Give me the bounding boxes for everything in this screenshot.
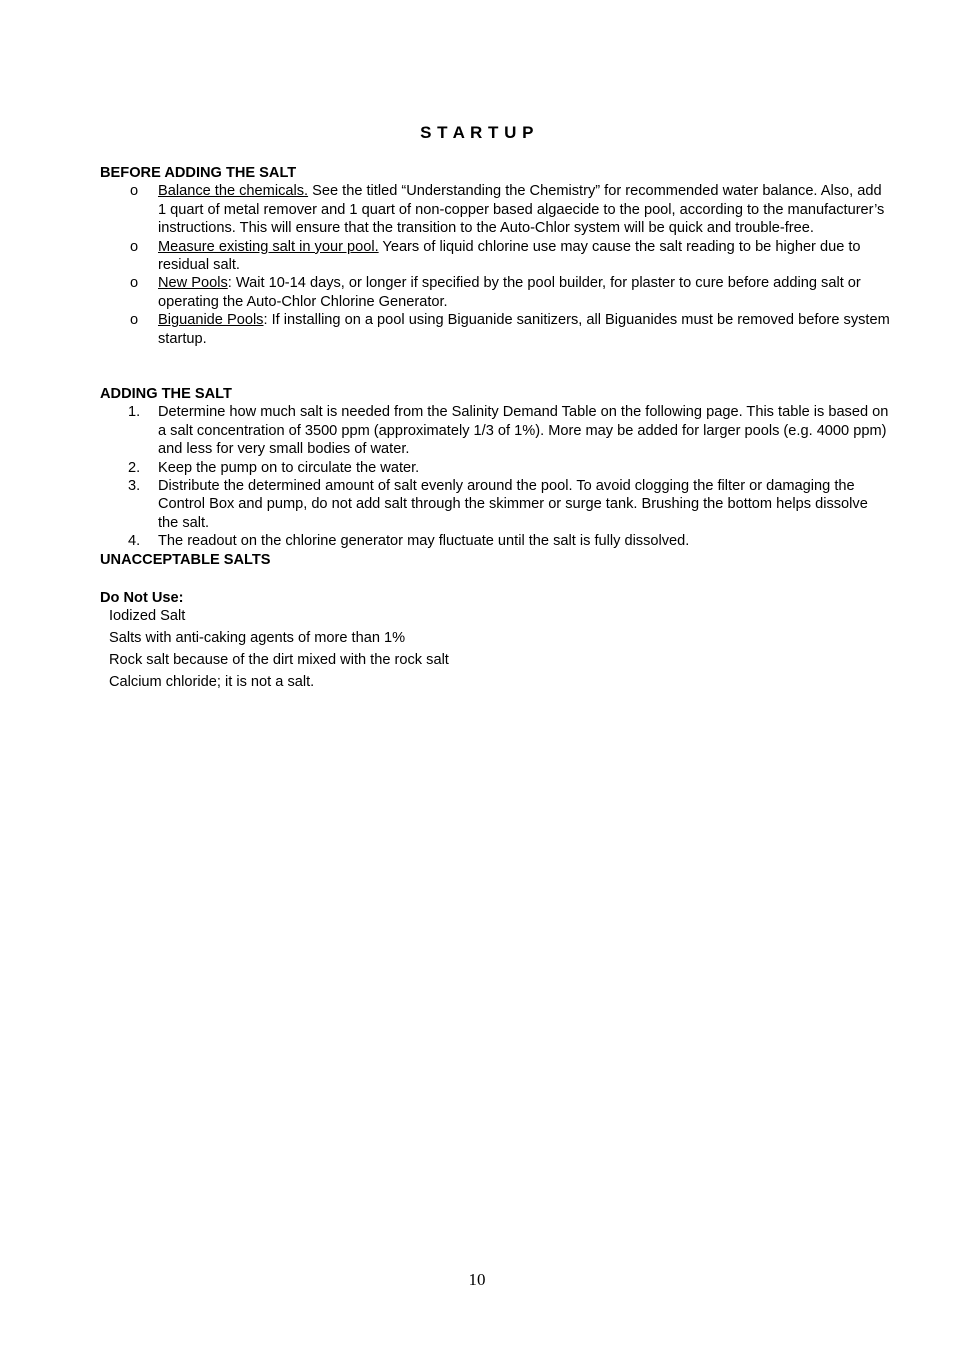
list-item: Salts with anti-caking agents of more than 1% (109, 630, 406, 647)
item-lead: Balance the chemicals. (158, 183, 309, 200)
list-item: Rock salt because of the dirt mixed with the rock salt (109, 652, 449, 669)
section-adding-salt (100, 385, 890, 569)
step-text: Distribute the determined amount of salt evenly around the pool. To avoid clogging the filter or damaging the Control Box and pump, do not add salt through the skimmer or surge tank. Brushing the bottom helps dissolve the salt. (158, 478, 868, 531)
list-item: Calcium chloride; it is not a salt. (109, 674, 315, 691)
list-item (100, 459, 890, 477)
step-number: 3. (128, 478, 141, 495)
item-text: See the titled “Understanding the Chemistry” for recommended water balance. Also, add 1 quart of metal remover and 1 quart of non-copper based algaecide to the pool, according to the manufacturer’s instructions. This will ensure that the transition to the Auto-Chlor system will be quick and trouble-free. (158, 183, 885, 237)
item-text: Years of liquid chlorine use may cause the salt reading to be higher due to residual salt. (158, 238, 861, 274)
list-item (100, 311, 890, 348)
section-heading-before: BEFORE ADDING THE SALT (100, 165, 297, 181)
item-lead: Measure existing salt in your pool. (158, 238, 379, 255)
page-number: 10 (468, 1270, 486, 1289)
bullet-marker: o (130, 312, 139, 329)
step-number: 4. (128, 533, 141, 550)
section-heading-adding: ADDING THE SALT (100, 386, 232, 402)
list-item (100, 403, 890, 458)
unacceptable-salts-list (100, 605, 890, 693)
adding-steps-list (100, 403, 890, 550)
section-heading-unacceptable: UNACCEPTABLE SALTS (100, 551, 271, 568)
list-item (100, 238, 890, 275)
item-text: : Wait 10-14 days, or longer if specified by the pool builder, for plaster to cure before adding salt or operating the Auto-Chlor Chlorine Generator. (158, 275, 861, 310)
item-lead: Biguanide Pools (158, 312, 264, 329)
step-text: Determine how much salt is needed from the Salinity Demand Table on the following page. This table is based on a salt concentration of 3500 ppm (approximately 1/3 of 1%). More may be added for larger pools (e.g. 4000 ppm) and less for very small bodies of water. (158, 404, 889, 458)
list-item (100, 477, 890, 532)
list-item (100, 274, 890, 311)
bullet-marker: o (130, 183, 139, 200)
list-item (100, 532, 890, 550)
do-not-use-label: Do Not Use: (100, 590, 184, 606)
step-text: The readout on the chlorine generator may fluctuate until the salt is fully dissolved. (158, 533, 690, 550)
step-number: 1. (128, 404, 141, 421)
list-item (100, 182, 890, 237)
page-title: S T A R T U P (420, 123, 534, 142)
bullet-marker: o (130, 275, 139, 292)
section-do-not-use (100, 589, 890, 693)
section-before-adding-salt (100, 164, 890, 348)
step-number: 2. (128, 459, 141, 476)
item-text: : If installing on a pool using Biguanide sanitizers, all Biguanides must be removed before system startup. (158, 312, 890, 347)
step-text: Keep the pump on to circulate the water. (158, 459, 420, 476)
item-lead: New Pools (158, 275, 228, 292)
list-item: Iodized Salt (109, 608, 186, 625)
bullet-marker: o (130, 238, 139, 255)
before-bullet-list (100, 182, 890, 348)
